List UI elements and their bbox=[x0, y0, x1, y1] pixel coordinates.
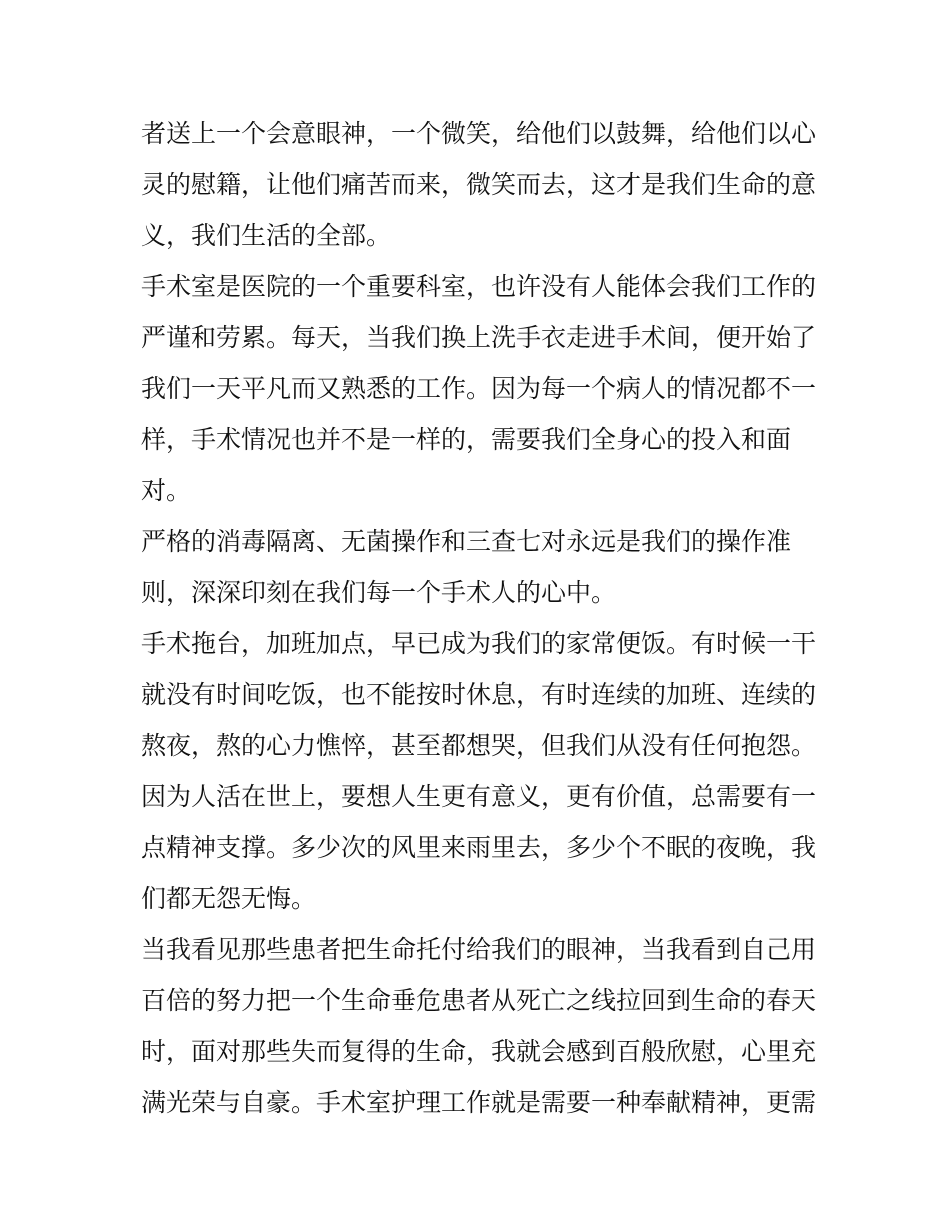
text-line: 者送上一个会意眼神，一个微笑，给他们以鼓舞，给他们以心 bbox=[141, 119, 817, 148]
text-line: 样，手术情况也并不是一样的，需要我们全身心的投入和面 bbox=[141, 425, 792, 454]
text-line: 对。 bbox=[141, 476, 192, 505]
text-line: 我们一天平凡而又熟悉的工作。因为每一个病人的情况都不一 bbox=[141, 374, 817, 403]
text-line: 则，深深印刻在我们每一个手术人的心中。 bbox=[141, 578, 617, 607]
text-line: 手术室是医院的一个重要科室，也许没有人能体会我们工作的 bbox=[141, 272, 817, 301]
text-line: 严格的消毒隔离、无菌操作和三查七对永远是我们的操作准 bbox=[141, 527, 792, 556]
text-line: 熬夜，熬的心力憔悴，甚至都想哭，但我们从没有任何抱怨。 bbox=[141, 731, 817, 760]
text-line: 严谨和劳累。每天，当我们换上洗手衣走进手术间，便开始了 bbox=[141, 323, 817, 352]
text-line: 满光荣与自豪。手术室护理工作就是需要一种奉献精神，更需 bbox=[141, 1088, 817, 1117]
text-line: 义，我们生活的全部。 bbox=[141, 221, 392, 250]
text-line: 就没有时间吃饭，也不能按时休息，有时连续的加班、连续的 bbox=[141, 680, 817, 709]
text-line: 当我看见那些患者把生命托付给我们的眼神，当我看到自己用 bbox=[141, 935, 817, 964]
text-line: 手术拖台，加班加点，早已成为我们的家常便饭。有时候一干 bbox=[141, 629, 817, 658]
text-line: 因为人活在世上，要想人生更有意义，更有价值，总需要有一 bbox=[141, 782, 817, 811]
text-line: 百倍的努力把一个生命垂危患者从死亡之线拉回到生命的春天 bbox=[141, 986, 817, 1015]
text-line: 灵的慰籍，让他们痛苦而来，微笑而去，这才是我们生命的意 bbox=[141, 170, 817, 199]
text-line: 们都无怨无悔。 bbox=[141, 884, 317, 913]
body-text bbox=[141, 108, 821, 1128]
text-line: 点精神支撑。多少次的风里来雨里去，多少个不眠的夜晚，我 bbox=[141, 833, 817, 862]
text-line: 时，面对那些失而复得的生命，我就会感到百般欣慰，心里充 bbox=[141, 1037, 817, 1066]
